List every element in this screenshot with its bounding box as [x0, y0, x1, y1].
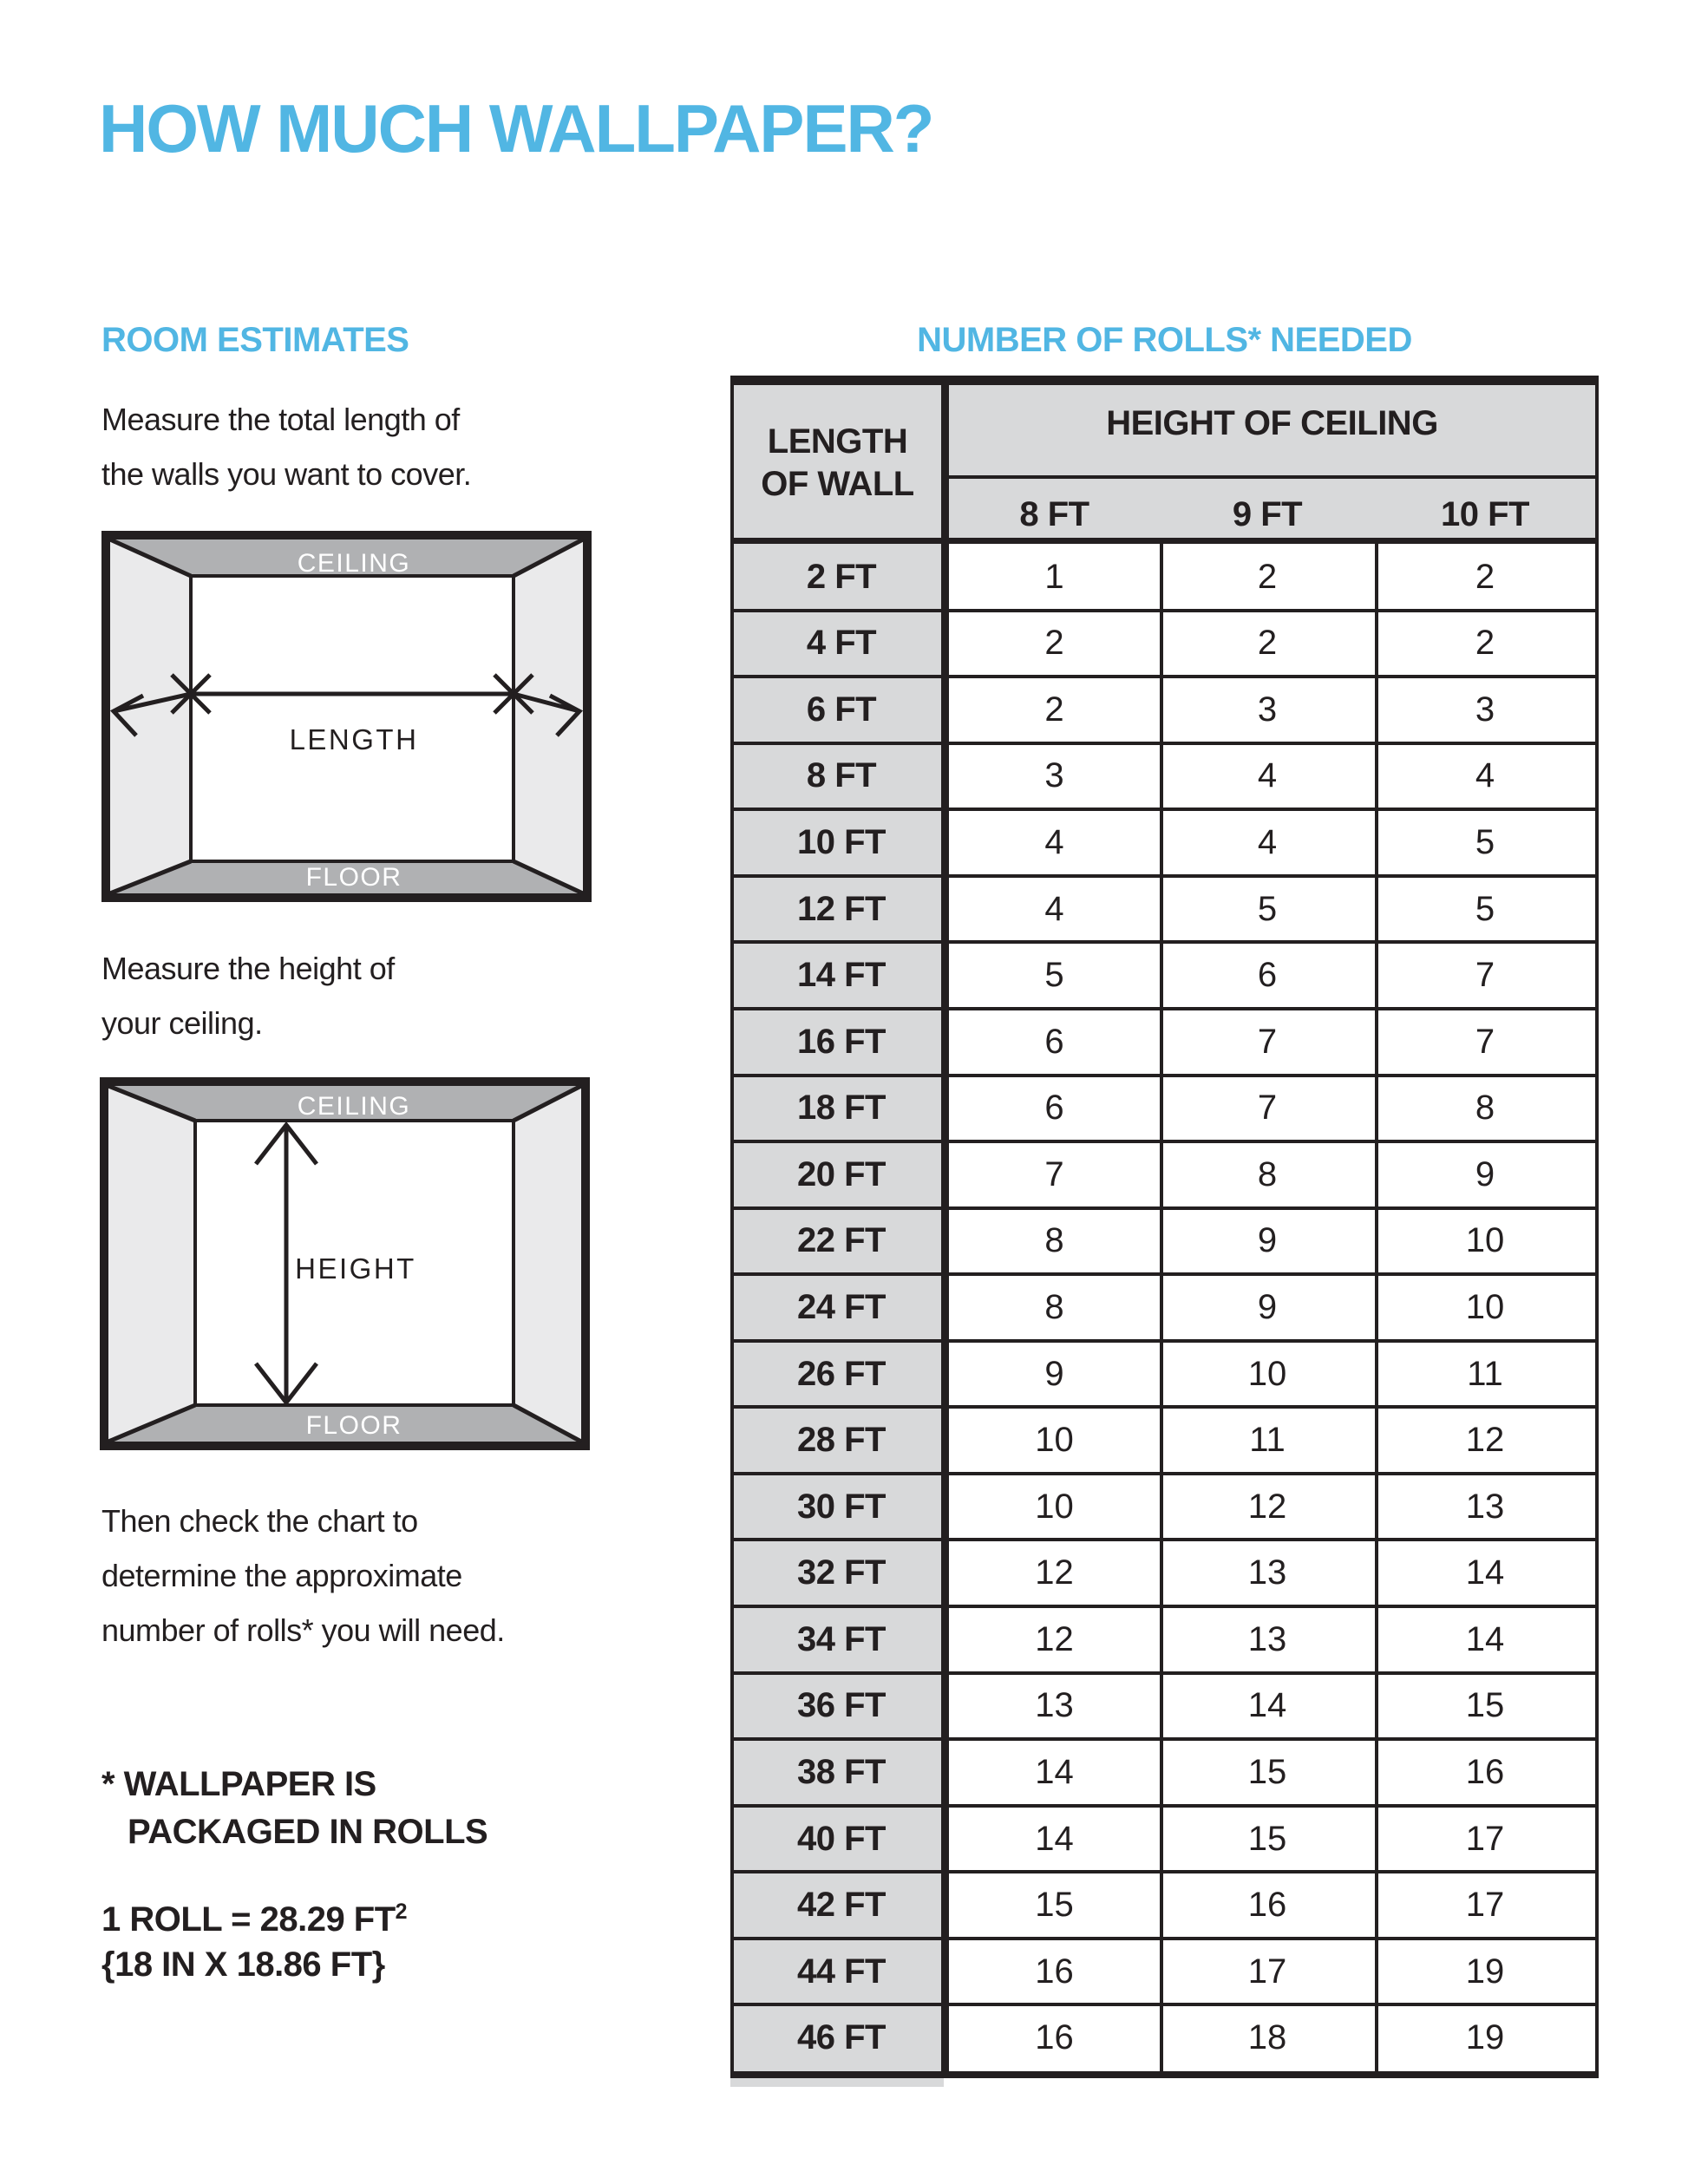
rolls-needed-heading: NUMBER OF ROLLS* NEEDED: [917, 321, 1412, 359]
roll-dimensions-line: {18 IN X 18.86 FT}: [101, 1945, 385, 1984]
table-header-bottom-bar: [730, 538, 1599, 544]
column-header-8ft: 8 FT: [1019, 495, 1089, 533]
row-separator: [730, 675, 1599, 678]
row-label-40ft: 40 FT: [734, 1806, 949, 1873]
table-cell: 9: [1160, 1274, 1375, 1341]
header-line: LENGTH: [767, 422, 908, 461]
room-height-diagram: [100, 1077, 590, 1450]
row-label-24ft: 24 FT: [734, 1274, 949, 1341]
instruction-line: Measure the total length of: [101, 402, 460, 437]
instruction-line: Measure the height of: [101, 951, 395, 986]
table-cell: 4: [1160, 743, 1375, 810]
table-top-bar: [730, 376, 1599, 385]
table-cell: 15: [1160, 1806, 1375, 1873]
table-cell: 5: [1375, 876, 1595, 943]
instruction-measure-length: [101, 392, 471, 501]
table-cell: 14: [949, 1739, 1160, 1806]
table-cell: 5: [1160, 876, 1375, 943]
table-cell: 4: [1375, 743, 1595, 810]
table-cell: 12: [949, 1540, 1160, 1606]
ceiling-label: CEILING: [297, 549, 411, 578]
header-line: OF WALL: [761, 465, 914, 503]
right-wall-surface: [514, 1086, 581, 1442]
row-label-20ft: 20 FT: [734, 1141, 949, 1208]
table-cell: 2: [1375, 544, 1595, 611]
row-separator: [730, 1074, 1599, 1077]
row-label-8ft: 8 FT: [734, 743, 949, 810]
table-cell: 8: [949, 1274, 1160, 1341]
table-cell: 17: [1375, 1806, 1595, 1873]
table-cell: 4: [949, 809, 1160, 876]
left-wall-surface: [108, 1086, 195, 1442]
instruction-line: Then check the chart to: [101, 1503, 418, 1539]
table-cell: 12: [1160, 1474, 1375, 1540]
row-separator: [730, 1272, 1599, 1276]
table-cell: 10: [1160, 1341, 1375, 1408]
row-label-10ft: 10 FT: [734, 809, 949, 876]
table-cell: 6: [1160, 942, 1375, 1009]
table-cell: 2: [1375, 611, 1595, 677]
table-cell: 17: [1160, 1939, 1375, 2005]
floor-label: FLOOR: [305, 1411, 402, 1440]
table-cell: 14: [1375, 1540, 1595, 1606]
table-cell: 7: [1160, 1076, 1375, 1142]
table-cell: 3: [1375, 677, 1595, 743]
table-cell: 19: [1375, 2004, 1595, 2071]
row-label-42ft: 42 FT: [734, 1872, 949, 1939]
table-thick-divider: [941, 376, 949, 2078]
room-length-diagram: [101, 531, 592, 902]
table-cell: 10: [1375, 1274, 1595, 1341]
row-label-2ft: 2 FT: [734, 544, 949, 611]
roll-size-line: [101, 1900, 407, 1939]
row-label-44ft: 44 FT: [734, 1939, 949, 2005]
table-left-border: [730, 376, 734, 2078]
row-separator: [730, 1804, 1599, 1808]
table-cell: 9: [949, 1341, 1160, 1408]
table-cell: 14: [949, 1806, 1160, 1873]
row-label-28ft: 28 FT: [734, 1407, 949, 1474]
row-separator: [730, 1538, 1599, 1541]
row-label-4ft: 4 FT: [734, 611, 949, 677]
header-divider-line: [949, 475, 1595, 479]
row-label-22ft: 22 FT: [734, 1208, 949, 1275]
row-label-32ft: 32 FT: [734, 1540, 949, 1606]
page-title: HOW MUCH WALLPAPER?: [99, 90, 933, 167]
row-label-14ft: 14 FT: [734, 942, 949, 1009]
table-cell: 14: [1375, 1606, 1595, 1673]
table-cell: 13: [1375, 1474, 1595, 1540]
table-cell: 2: [1160, 544, 1375, 611]
row-separator: [730, 1405, 1599, 1409]
roll-size-superscript: 2: [395, 1900, 408, 1924]
table-cell: 11: [1160, 1407, 1375, 1474]
table-cell: 14: [1160, 1673, 1375, 1740]
table-cell: 11: [1375, 1341, 1595, 1408]
row-separator: [730, 1007, 1599, 1010]
table-cell: 6: [949, 1076, 1160, 1142]
instruction-line: determine the approximate: [101, 1558, 462, 1593]
instruction-line: number of rolls* you will need.: [101, 1612, 505, 1648]
instruction-check-chart: [101, 1494, 505, 1658]
table-cell: 18: [1160, 2004, 1375, 2071]
table-bottom-bar: [730, 2071, 1599, 2078]
instruction-measure-height: [101, 941, 395, 1050]
room-estimates-heading: ROOM ESTIMATES: [101, 321, 409, 359]
wallpaper-rolls-note: [101, 1761, 487, 1856]
row-separator: [730, 742, 1599, 745]
row-label-34ft: 34 FT: [734, 1606, 949, 1673]
rolls-table: [730, 376, 1599, 2087]
length-label: LENGTH: [289, 723, 419, 755]
table-cell: 12: [949, 1606, 1160, 1673]
table-cell: 1: [949, 544, 1160, 611]
floor-label: FLOOR: [305, 863, 402, 892]
table-cell: 13: [1160, 1540, 1375, 1606]
table-cell: 9: [1160, 1208, 1375, 1275]
table-cell: 15: [949, 1872, 1160, 1939]
row-separator: [730, 1472, 1599, 1475]
row-separator: [730, 1206, 1599, 1210]
table-cell: 2: [949, 677, 1160, 743]
table-cell: 15: [1160, 1739, 1375, 1806]
row-separator: [730, 1870, 1599, 1873]
table-cell: 16: [1160, 1872, 1375, 1939]
note-line: * WALLPAPER IS: [101, 1765, 376, 1803]
table-cell: 4: [1160, 809, 1375, 876]
row-separator: [730, 940, 1599, 944]
instruction-line: your ceiling.: [101, 1005, 263, 1041]
table-cell: 19: [1375, 1939, 1595, 2005]
ceiling-label: CEILING: [297, 1092, 411, 1121]
table-cell: 17: [1375, 1872, 1595, 1939]
table-cell: 13: [949, 1673, 1160, 1740]
left-wall-surface: [110, 539, 191, 893]
height-label: HEIGHT: [295, 1252, 416, 1285]
row-separator: [730, 1140, 1599, 1143]
row-label-30ft: 30 FT: [734, 1474, 949, 1540]
table-cell: 4: [949, 876, 1160, 943]
roll-size-text: 1 ROLL = 28.29 FT: [101, 1900, 396, 1939]
column-divider: [1160, 544, 1163, 2071]
row-separator: [730, 874, 1599, 878]
table-cell: 8: [1375, 1076, 1595, 1142]
table-cell: 16: [1375, 1739, 1595, 1806]
row-separator: [730, 2003, 1599, 2006]
table-cell: 8: [949, 1208, 1160, 1275]
row-separator: [730, 1605, 1599, 1608]
row-label-18ft: 18 FT: [734, 1076, 949, 1142]
table-cell: 5: [1375, 809, 1595, 876]
table-cell: 7: [949, 1141, 1160, 1208]
table-cell: 15: [1375, 1673, 1595, 1740]
table-cell: 2: [949, 611, 1160, 677]
column-header-10ft: 10 FT: [1441, 495, 1529, 533]
table-cell: 7: [1375, 942, 1595, 1009]
row-separator: [730, 1737, 1599, 1741]
row-label-38ft: 38 FT: [734, 1739, 949, 1806]
table-cell: 3: [949, 743, 1160, 810]
row-label-26ft: 26 FT: [734, 1341, 949, 1408]
table-right-border: [1595, 376, 1599, 2078]
table-cell: 12: [1375, 1407, 1595, 1474]
table-cell: 10: [1375, 1208, 1595, 1275]
table-cell: 10: [949, 1474, 1160, 1540]
table-cell: 16: [949, 2004, 1160, 2071]
table-cell: 10: [949, 1407, 1160, 1474]
row-label-46ft: 46 FT: [734, 2004, 949, 2071]
row-separator: [730, 808, 1599, 811]
table-cell: 5: [949, 942, 1160, 1009]
column-divider: [1375, 544, 1378, 2071]
table-cell: 16: [949, 1939, 1160, 2005]
note-line: PACKAGED IN ROLLS: [128, 1813, 488, 1851]
row-label-16ft: 16 FT: [734, 1009, 949, 1076]
table-cell: 7: [1160, 1009, 1375, 1076]
row-separator: [730, 1671, 1599, 1675]
row-separator: [730, 609, 1599, 612]
table-cell: 7: [1375, 1009, 1595, 1076]
table-cell: 6: [949, 1009, 1160, 1076]
table-cell: 9: [1375, 1141, 1595, 1208]
row-label-6ft: 6 FT: [734, 677, 949, 743]
table-cell: 13: [1160, 1606, 1375, 1673]
instruction-line: the walls you want to cover.: [101, 456, 472, 492]
back-wall-surface: [191, 576, 514, 861]
table-cell: 8: [1160, 1141, 1375, 1208]
row-label-36ft: 36 FT: [734, 1673, 949, 1740]
table-cell: 3: [1160, 677, 1375, 743]
table-gray-stub: [730, 2078, 944, 2087]
column-header-9ft: 9 FT: [1232, 495, 1303, 533]
length-of-wall-header: [734, 421, 941, 506]
table-cell: 2: [1160, 611, 1375, 677]
height-of-ceiling-header: HEIGHT OF CEILING: [1106, 404, 1438, 442]
row-label-12ft: 12 FT: [734, 876, 949, 943]
row-separator: [730, 1339, 1599, 1343]
row-separator: [730, 1937, 1599, 1940]
